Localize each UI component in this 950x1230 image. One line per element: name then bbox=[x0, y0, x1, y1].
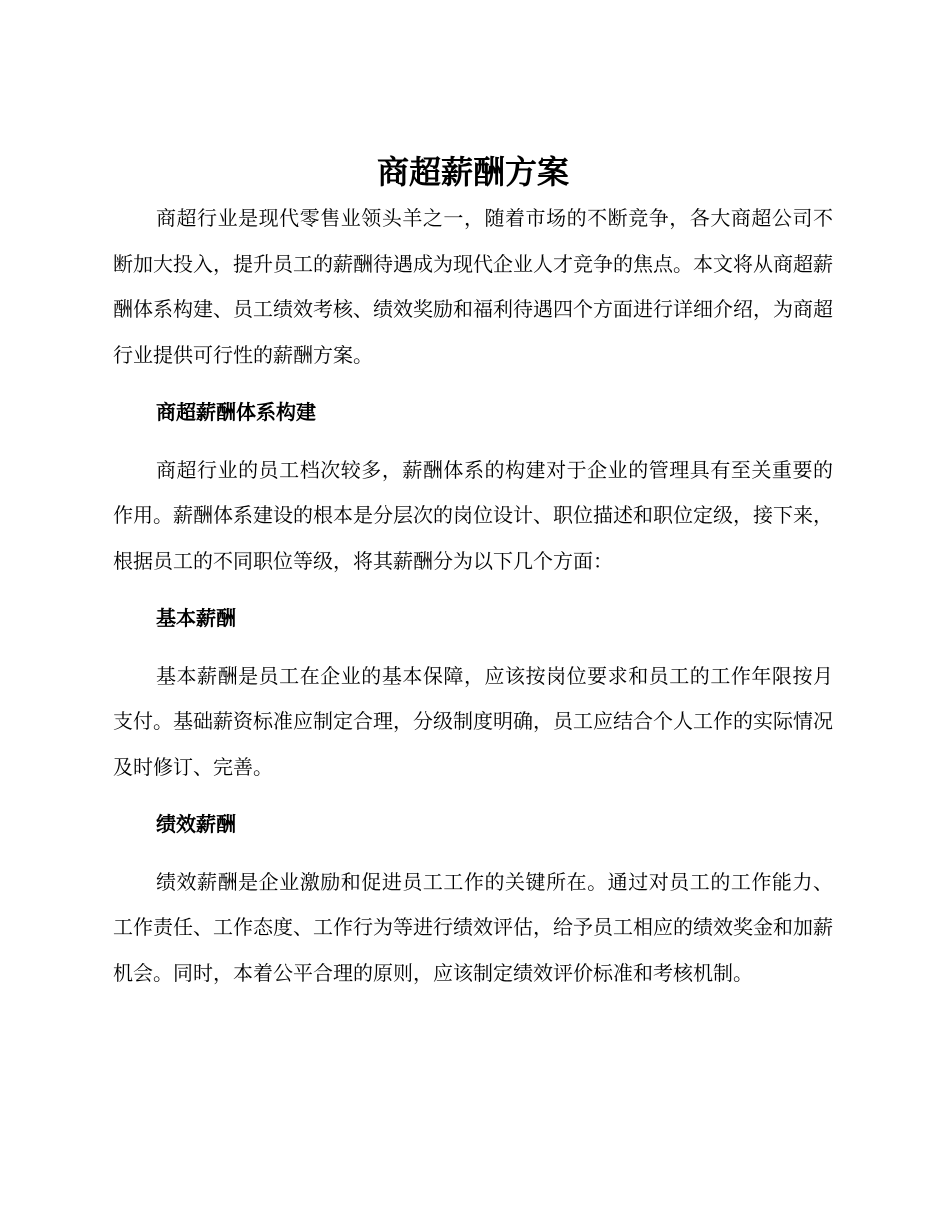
section-heading-system: 商超薪酬体系构建 bbox=[156, 400, 316, 424]
spacer bbox=[113, 790, 833, 802]
spacer bbox=[113, 584, 833, 596]
spacer bbox=[113, 848, 833, 860]
intro-paragraph: 商超行业是现代零售业领头羊之一，随着市场的不断竞争，各大商超公司不断加大投入，提升员工的薪酬待遇成为现代企业人才竞争的焦点。本文将从商超薪酬体系构建、员工绩效考核、绩效奖励和福利待遇四个方面进行详细介绍，为商超行业提供可行性的薪酬方案。 bbox=[113, 206, 833, 367]
document-title: 商超薪酬方案 bbox=[376, 153, 569, 191]
section-heading-basic-pay: 基本薪酬 bbox=[156, 606, 236, 630]
spacer bbox=[113, 436, 833, 448]
section-paragraph-performance-pay: 绩效薪酬是企业激励和促进员工工作的关键所在。通过对员工的工作能力、工作责任、工作态度、工作行为等进行绩效评估，给予员工相应的绩效奖金和加薪机会。同时，本着公平合理的原则，应该制定绩效评价标准和考核机制。 bbox=[113, 869, 833, 985]
document-page bbox=[113, 148, 833, 996]
spacer bbox=[113, 378, 833, 390]
section-heading-performance-pay: 绩效薪酬 bbox=[156, 812, 236, 836]
spacer bbox=[113, 642, 833, 654]
section-paragraph-system: 商超行业的员工档次较多，薪酬体系的构建对于企业的管理具有至关重要的作用。薪酬体系建设的根本是分层次的岗位设计、职位描述和职位定级，接下来，根据员工的不同职位等级，将其薪酬分为以下几个方面： bbox=[113, 457, 833, 573]
section-paragraph-basic-pay: 基本薪酬是员工在企业的基本保障，应该按岗位要求和员工的工作年限按月支付。基础薪资标准应制定合理，分级制度明确，员工应结合个人工作的实际情况及时修订、完善。 bbox=[113, 663, 833, 779]
